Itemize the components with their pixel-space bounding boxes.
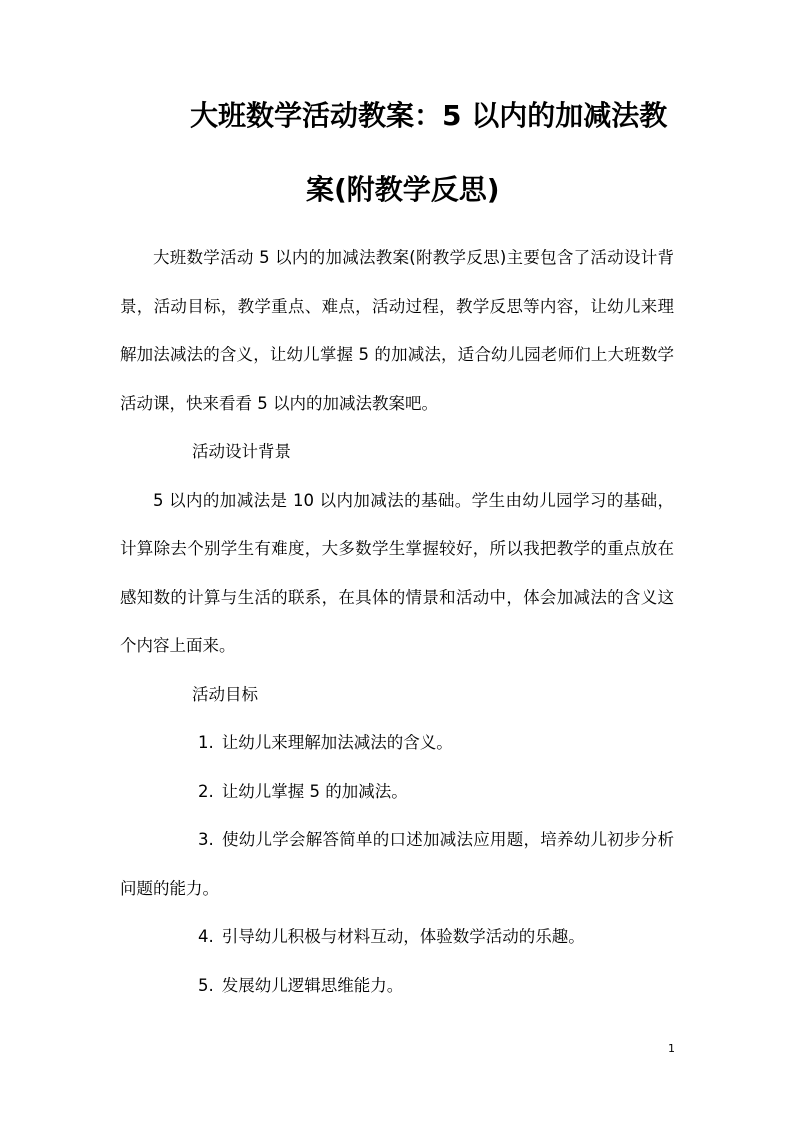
goal-text: 让幼儿来理解加法减法的含义。 <box>221 733 453 752</box>
document-body <box>120 234 674 1010</box>
section-heading-background: 活动设计背景 <box>192 442 291 461</box>
goal-item-3 <box>120 816 674 913</box>
goal-number: 3. <box>198 830 214 849</box>
goal-number: 5. <box>198 975 214 995</box>
goal-item-5 <box>120 962 674 1011</box>
goal-number: 2. <box>198 781 214 801</box>
goal-item-1 <box>120 719 674 768</box>
page-number: 1 <box>668 1042 675 1055</box>
document-title-line-2: 案(附教学反思) <box>306 173 500 206</box>
goal-number: 4. <box>198 927 214 946</box>
intro-paragraph: 大班数学活动 5 以内的加减法教案(附教学反思)主要包含了活动设计背景，活动目标，教学重点、难点，活动过程，教学反思等内容，让幼儿来理解加法减法的含义，让幼儿掌握 5 的加减法，适合幼儿园老师们上大班数学活动课，快来看看 5 以内的加减法教案吧。 <box>120 248 674 413</box>
goal-text: 引导幼儿积极与材料互动，体验数学活动的乐趣。 <box>221 927 585 946</box>
background-paragraph: 5 以内的加减法是 10 以内加减法的基础。学生由幼儿园学习的基础，计算除去个别学生有难度，大多数学生掌握较好，所以我把教学的重点放在感知数的计算与生活的联系，在具体的情景和活动中，体会加减法的含义这个内容上面来。 <box>120 490 674 655</box>
goal-number: 1. <box>198 733 214 752</box>
goal-text: 使幼儿学会解答简单的口述加减法应用题，培养幼儿初步分析 问题的能力。 <box>120 830 674 898</box>
goal-item-4 <box>120 913 674 962</box>
goal-item-2 <box>120 768 674 817</box>
section-heading-goals: 活动目标 <box>192 684 258 704</box>
goal-text: 让幼儿掌握 5 的加减法。 <box>221 781 408 801</box>
goal-text: 发展幼儿逻辑思维能力。 <box>221 975 404 995</box>
document-title-line-1: 大班数学活动教案：5 以内的加减法教 <box>190 99 668 132</box>
